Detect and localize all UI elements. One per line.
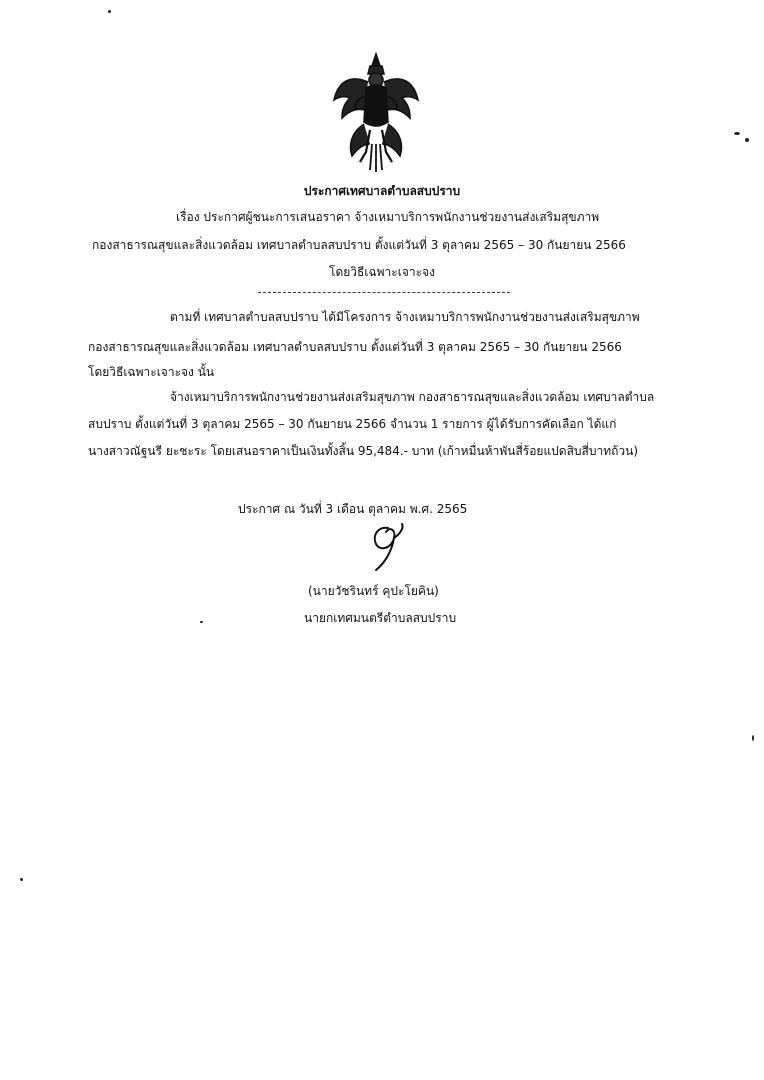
paragraph-2-line-3: นางสาวณัฐนรี ยะชะระ โดยเสนอราคาเป็นเงินทั้งสิ้น 95,484.- บาท (เก้าหมื่นห้าพันสี่ร้อยแปดสิบสี่บาทถ้วน) [88, 444, 639, 458]
scan-speck [734, 132, 740, 135]
paragraph-1-line-2: กองสาธารณสุขและสิ่งแวดล้อม เทศบาลตำบลสบปราบ ตั้งแต่วันที่ 3 ตุลาคม 2565 – 30 กันยายน 2566 [88, 340, 622, 354]
subject-line-3: โดยวิธีเฉพาะเจาะจง [329, 265, 435, 279]
signatory-name: (นายวัชรินทร์ คุปะโยคิน) [308, 584, 439, 598]
section-divider [258, 292, 510, 293]
paragraph-2-line-1: จ้างเหมาบริการพนักงานช่วยงานส่งเสริมสุขภาพ กองสาธารณสุขและสิ่งแวดล้อม เทศบาลตำบล [170, 390, 655, 404]
scan-speck [108, 10, 111, 13]
paragraph-2-line-2: สบปราบ ตั้งแต่วันที่ 3 ตุลาคม 2565 – 30 กันยายน 2566 จำนวน 1 รายการ ผู้ได้รับการคัดเลือก ได้แก่ [88, 417, 617, 431]
paragraph-1-line-3: โดยวิธีเฉพาะเจาะจง นั้น [88, 365, 215, 379]
document-title: ประกาศเทศบาลตำบลสบปราบ [303, 184, 461, 198]
subject-line-1: เรื่อง ประกาศผู้ชนะการเสนอราคา จ้างเหมาบริการพนักงานช่วยงานส่งเสริมสุขภาพ [176, 210, 600, 224]
paragraph-1-line-1: ตามที่ เทศบาลตำบลสบปราบ ได้มีโครงการ จ้างเหมาบริการพนักงานช่วยงานส่งเสริมสุขภาพ [170, 310, 640, 324]
garuda-emblem-icon [330, 52, 422, 174]
handwritten-signature [358, 522, 418, 574]
subject-line-2: กองสาธารณสุขและสิ่งแวดล้อม เทศบาลตำบลสบปราบ ตั้งแต่วันที่ 3 ตุลาคม 2565 – 30 กันยายน 2566 [92, 238, 626, 252]
scan-speck [752, 735, 754, 741]
scan-speck [745, 138, 749, 142]
signatory-position: นายกเทศมนตรีตำบลสบปราบ [304, 611, 457, 625]
scan-speck [20, 878, 23, 881]
announcement-date: ประกาศ ณ วันที่ 3 เดือน ตุลาคม พ.ศ. 2565 [238, 502, 468, 516]
scan-speck [200, 621, 203, 623]
